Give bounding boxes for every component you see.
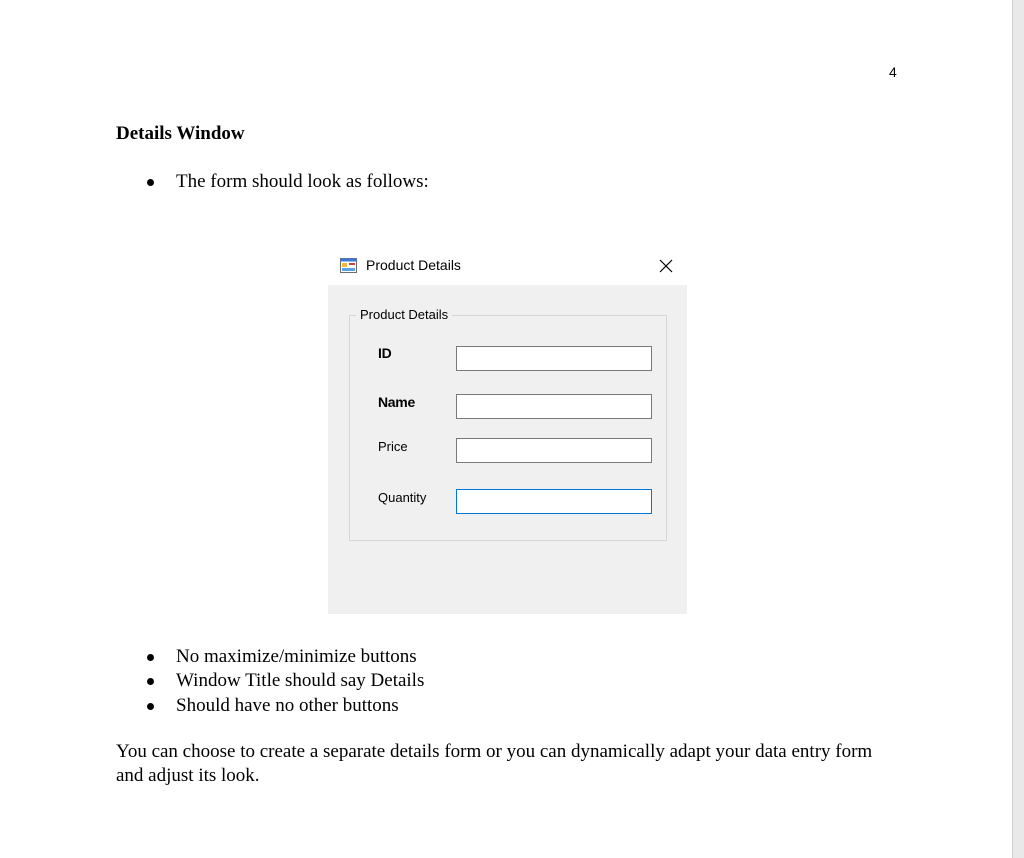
- groupbox-label: Product Details: [356, 307, 452, 322]
- name-label: Name: [378, 394, 415, 410]
- dialog-title: Product Details: [366, 257, 461, 273]
- page-edge: [1012, 0, 1024, 858]
- page-number: 4: [889, 64, 897, 80]
- price-input[interactable]: [456, 438, 652, 463]
- requirement-text: Should have no other buttons: [176, 695, 399, 716]
- section-heading: Details Window: [116, 123, 245, 144]
- dialog-titlebar: [328, 247, 687, 285]
- id-input[interactable]: [456, 346, 652, 371]
- bullet-dot-icon: [147, 179, 154, 186]
- bullet-dot-icon: [147, 654, 154, 661]
- name-input[interactable]: [456, 394, 652, 419]
- closing-paragraph: You can choose to create a separate details form or you can dynamically adapt your data entry form and adjust its look.: [116, 741, 873, 786]
- price-label: Price: [378, 439, 408, 454]
- form-app-icon: [340, 258, 357, 273]
- bullet-dot-icon: [147, 703, 154, 710]
- id-label: ID: [378, 345, 392, 361]
- bullet-dot-icon: [147, 678, 154, 685]
- close-icon: [659, 259, 673, 273]
- quantity-label: Quantity: [378, 490, 427, 505]
- requirement-text: Window Title should say Details: [176, 670, 425, 691]
- requirement-text: No maximize/minimize buttons: [176, 646, 417, 667]
- close-button[interactable]: [646, 251, 686, 281]
- product-details-dialog: [328, 247, 687, 614]
- quantity-input[interactable]: [456, 489, 652, 514]
- intro-bullet-text: The form should look as follows:: [176, 171, 429, 192]
